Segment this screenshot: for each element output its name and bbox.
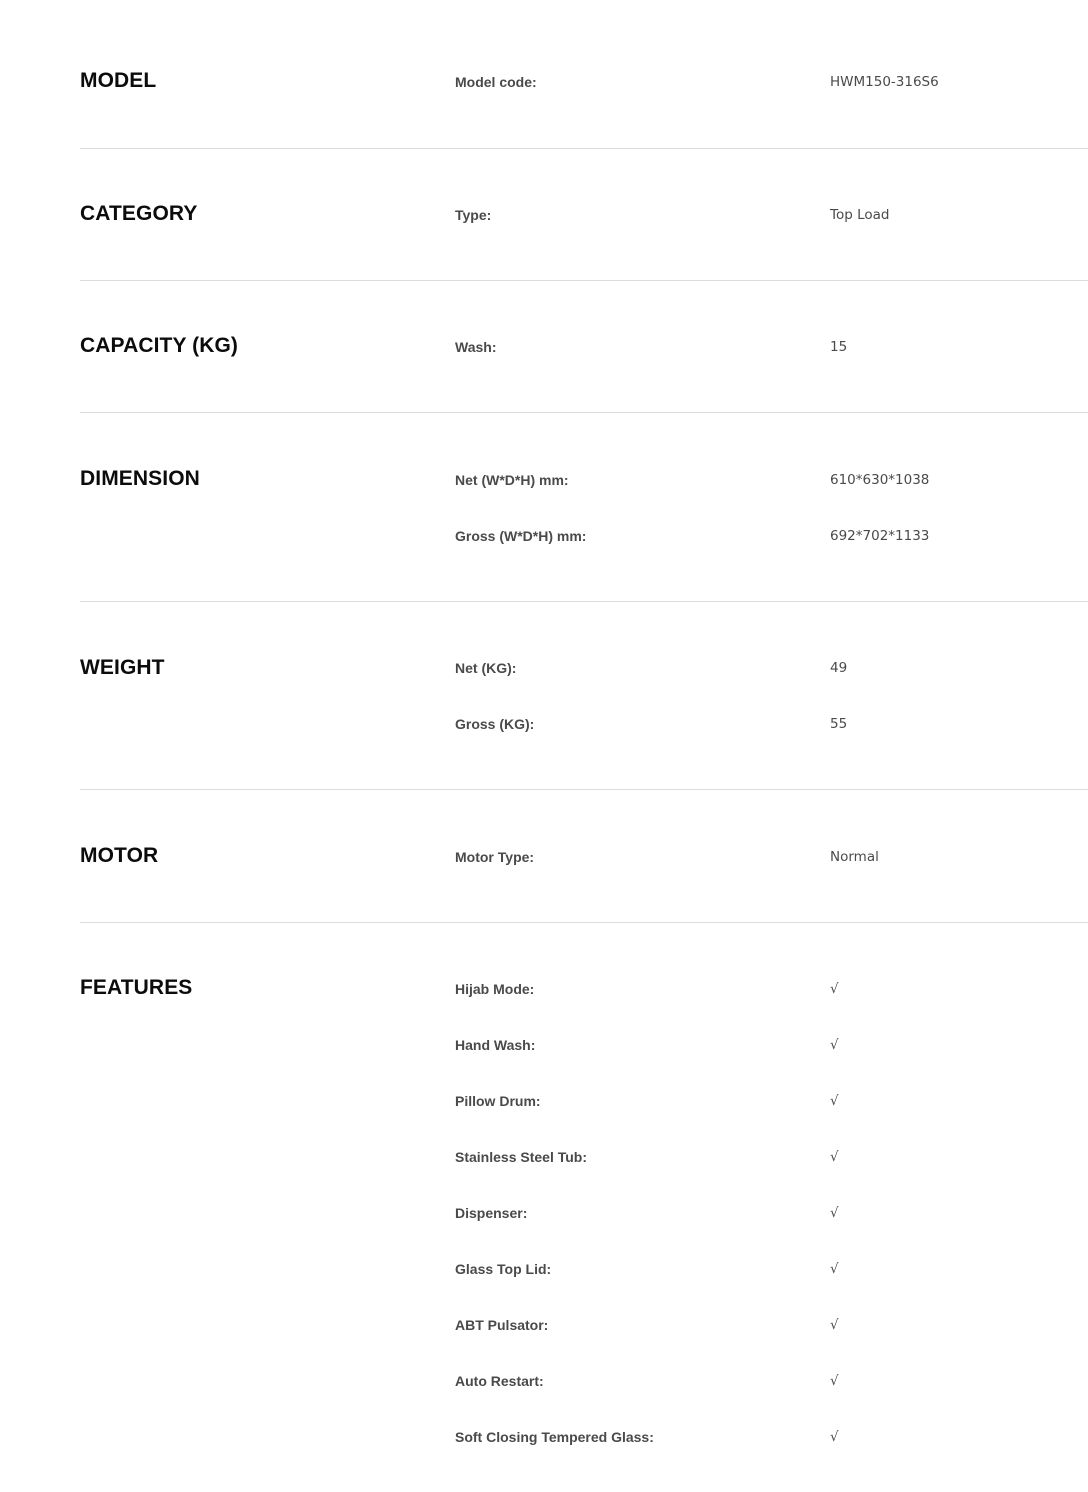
spec-value: 692*702*1133 — [830, 528, 930, 544]
spec-value: 15 — [830, 339, 848, 355]
spec-label: Net (KG): — [455, 660, 517, 676]
spec-rows — [455, 338, 1088, 394]
check-icon: √ — [830, 1317, 839, 1333]
spec-rows — [455, 659, 1088, 771]
spec-rows — [455, 471, 1088, 583]
spec-row — [455, 1428, 1088, 1484]
spec-value: 610*630*1038 — [830, 472, 930, 488]
check-icon: √ — [830, 981, 839, 997]
check-icon: √ — [830, 1373, 839, 1389]
spec-row — [455, 1316, 1088, 1372]
section-weight — [80, 602, 1088, 790]
spec-label: Glass Top Lid: — [455, 1261, 552, 1277]
spec-row — [455, 73, 1088, 129]
section-model — [80, 0, 1088, 149]
spec-label: Stainless Steel Tub: — [455, 1149, 587, 1165]
spec-row — [455, 527, 1088, 583]
spec-label: Wash: — [455, 339, 497, 355]
spec-label: Auto Restart: — [455, 1373, 544, 1389]
section-dimension — [80, 413, 1088, 602]
spec-row — [455, 1036, 1088, 1092]
check-icon: √ — [830, 1429, 839, 1445]
section-title: WEIGHT — [80, 656, 165, 679]
spec-row — [455, 1204, 1088, 1260]
section-features — [80, 923, 1088, 1492]
spec-rows — [455, 206, 1088, 262]
spec-row — [455, 715, 1088, 771]
spec-row — [455, 848, 1088, 904]
section-title: CATEGORY — [80, 202, 198, 225]
spec-row — [455, 659, 1088, 715]
check-icon: √ — [830, 1261, 839, 1277]
check-icon: √ — [830, 1037, 839, 1053]
spec-row — [455, 471, 1088, 527]
spec-row — [455, 1148, 1088, 1204]
section-title: MODEL — [80, 69, 157, 92]
spec-row — [455, 206, 1088, 262]
spec-rows — [455, 848, 1088, 904]
spec-value: HWM150-316S6 — [830, 74, 939, 90]
section-title: FEATURES — [80, 976, 193, 999]
check-icon: √ — [830, 1205, 839, 1221]
spec-label: Type: — [455, 207, 492, 223]
section-motor — [80, 790, 1088, 923]
spec-value: Normal — [830, 849, 879, 865]
spec-value: 49 — [830, 660, 848, 676]
check-icon: √ — [830, 1149, 839, 1165]
section-title: MOTOR — [80, 844, 159, 867]
spec-label: Dispenser: — [455, 1205, 528, 1221]
spec-label: Motor Type: — [455, 849, 535, 865]
spec-value: Top Load — [830, 207, 890, 223]
spec-label: Gross (KG): — [455, 716, 535, 732]
section-title: CAPACITY (KG) — [80, 334, 239, 357]
spec-label: Gross (W*D*H) mm: — [455, 528, 587, 544]
section-capacity — [80, 281, 1088, 413]
spec-value: 55 — [830, 716, 848, 732]
spec-label: Hand Wash: — [455, 1037, 536, 1053]
spec-row — [455, 980, 1088, 1036]
section-title: DIMENSION — [80, 467, 200, 490]
spec-rows — [455, 73, 1088, 129]
spec-label: Net (W*D*H) mm: — [455, 472, 569, 488]
spec-rows — [455, 980, 1088, 1484]
spec-label: Model code: — [455, 74, 537, 90]
section-category — [80, 149, 1088, 281]
spec-row — [455, 1260, 1088, 1316]
spec-row — [455, 1092, 1088, 1148]
spec-label: ABT Pulsator: — [455, 1317, 549, 1333]
spec-row — [455, 1372, 1088, 1428]
spec-label: Pillow Drum: — [455, 1093, 541, 1109]
check-icon: √ — [830, 1093, 839, 1109]
spec-table — [80, 0, 1088, 1492]
spec-label: Soft Closing Tempered Glass: — [455, 1429, 654, 1445]
spec-row — [455, 338, 1088, 394]
spec-label: Hijab Mode: — [455, 981, 535, 997]
